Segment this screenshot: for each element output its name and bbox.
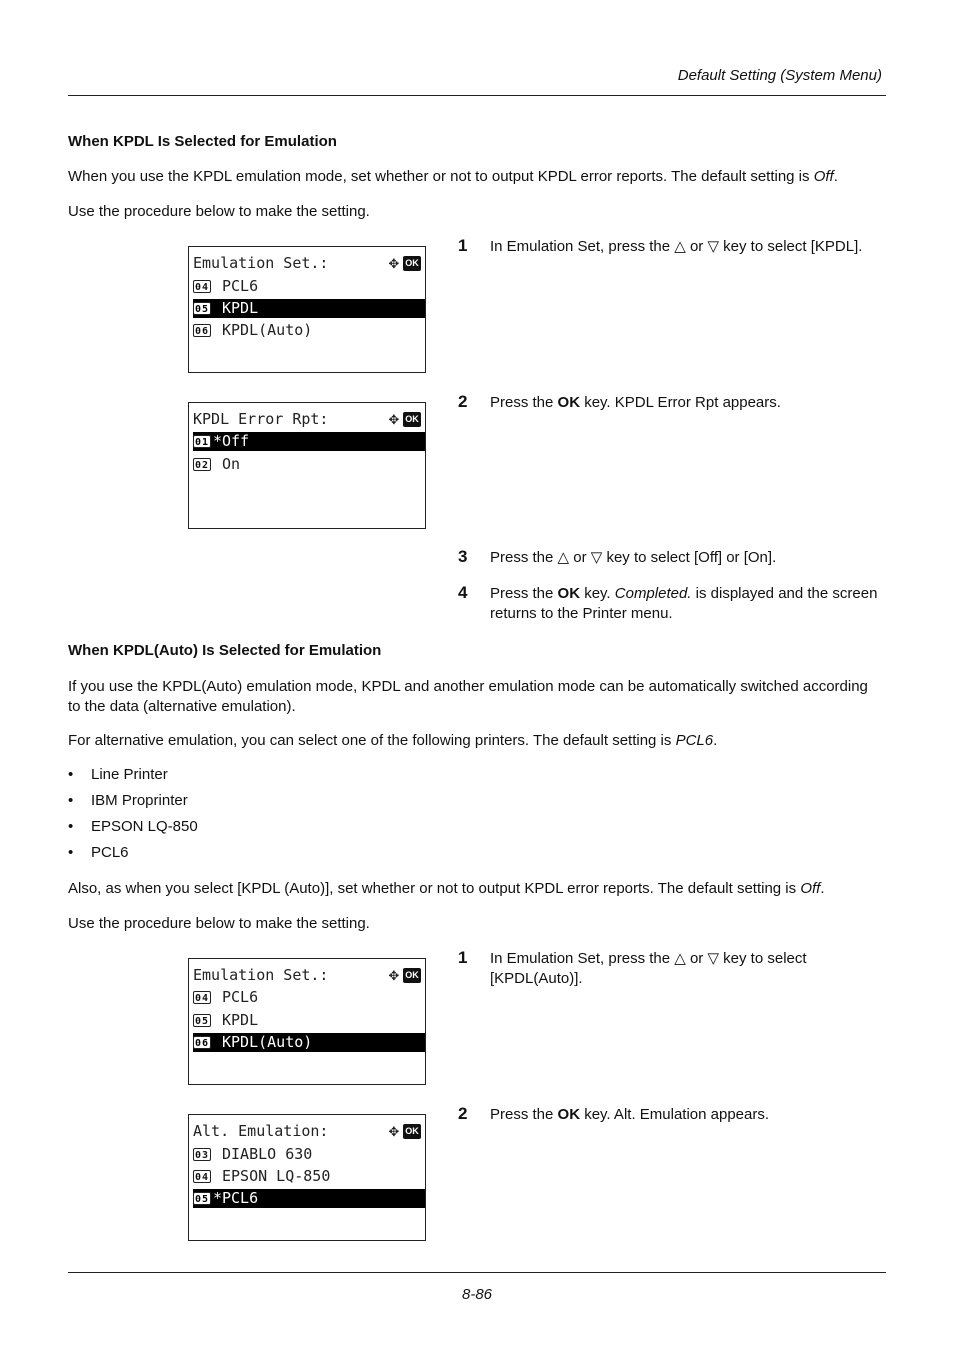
- list-item-text: PCL6: [91, 844, 129, 861]
- lcd-row-selected: [193, 1033, 425, 1052]
- footer-rule: [68, 1272, 886, 1273]
- row-mark: *: [213, 432, 223, 450]
- lcd-icons: [389, 1123, 421, 1140]
- section2-para2-value: PCL6: [675, 732, 714, 749]
- lcd-title: Emulation Set.:: [193, 254, 329, 272]
- list-item-text: IBM Proprinter: [91, 792, 188, 809]
- step-text-pre: Press the: [490, 585, 558, 602]
- row-number: 06: [194, 1038, 210, 1049]
- cross-arrows-icon: ✥: [388, 965, 399, 985]
- row-label: Off: [222, 432, 250, 450]
- row-number: 04: [194, 1172, 210, 1183]
- list-item: • IBM Proprinter: [68, 793, 198, 819]
- lcd-screen-emulation-set: [188, 246, 426, 373]
- list-item-text: Line Printer: [91, 766, 168, 783]
- cross-arrows-icon: ✥: [388, 1121, 399, 1141]
- list-item-text: EPSON LQ-850: [91, 818, 198, 835]
- lcd-screen-kpdl-error-rpt: [188, 402, 426, 529]
- lcd-icons: [389, 967, 421, 984]
- lcd-row-selected: [193, 299, 425, 318]
- row-number: 02: [194, 460, 210, 471]
- lcd-icons: [389, 255, 421, 272]
- lcd-row: [193, 455, 425, 474]
- step-number: 1: [458, 236, 468, 255]
- row-number: 05: [194, 1194, 210, 1205]
- lcd-row-selected: [193, 1189, 425, 1208]
- step-text-pre: Press the: [490, 1106, 558, 1123]
- row-label: On: [222, 455, 241, 473]
- row-number: 05: [194, 1016, 210, 1027]
- step-text-post: is displayed and the screen returns to the Printer menu.: [490, 585, 878, 622]
- step-number: 2: [458, 392, 468, 411]
- ok-key-icon: OK: [403, 1124, 421, 1139]
- lcd-row: [193, 1145, 425, 1164]
- ok-key-icon: OK: [403, 412, 421, 427]
- lcd-row: [193, 988, 425, 1007]
- row-mark: *: [213, 1189, 223, 1207]
- row-number: 04: [194, 993, 210, 1004]
- ok-key-label: OK: [557, 585, 581, 602]
- section2-para3: [68, 879, 898, 899]
- section2-para2-end: .: [713, 732, 718, 749]
- step-text-mid: key.: [580, 585, 615, 602]
- step-text: Press the △ or ▽ key to select [Off] or [On].: [490, 549, 777, 566]
- lcd-title: Alt. Emulation:: [193, 1122, 329, 1140]
- step-number: 1: [458, 948, 468, 967]
- row-label: PCL6: [222, 1189, 259, 1207]
- lcd-row: [193, 277, 425, 296]
- row-number: 03: [194, 1150, 210, 1161]
- section1-para1: [68, 167, 898, 187]
- printer-list: [68, 767, 198, 871]
- lcd-icons: [389, 411, 421, 428]
- row-number: 01: [194, 437, 210, 448]
- row-label: DIABLO 630: [222, 1145, 313, 1163]
- list-item: • EPSON LQ-850: [68, 819, 198, 845]
- ok-key-label: OK: [557, 394, 581, 411]
- step-number: 2: [458, 1104, 468, 1123]
- section2-para3-text: Also, as when you select [KPDL (Auto)], set whether or not to output KPDL error reports. The default setting is: [68, 880, 801, 897]
- row-label: KPDL(Auto): [222, 1033, 313, 1051]
- cross-arrows-icon: ✥: [388, 253, 399, 273]
- lcd-title: Emulation Set.:: [193, 966, 329, 984]
- section2-para3-end: .: [820, 880, 825, 897]
- step-number: 3: [458, 547, 468, 566]
- lcd-row: [193, 321, 425, 340]
- row-number: 04: [194, 282, 210, 293]
- lcd-row: [193, 1011, 425, 1030]
- step-text: [490, 393, 886, 413]
- lcd-screen-emulation-set-auto: [188, 958, 426, 1085]
- list-item: • Line Printer: [68, 767, 198, 793]
- section1-heading: When KPDL Is Selected for Emulation: [68, 133, 337, 150]
- ok-key-icon: OK: [403, 256, 421, 271]
- section1-para1-end: .: [833, 168, 838, 185]
- completed-message: Completed.: [614, 585, 692, 602]
- ok-key-icon: OK: [403, 968, 421, 983]
- page-number: 8-86: [461, 1286, 493, 1303]
- step-number: 4: [458, 583, 468, 602]
- step-text-pre: Press the: [490, 394, 558, 411]
- cross-arrows-icon: ✥: [388, 409, 399, 429]
- step-text: In Emulation Set, press the △ or ▽ key to select [KPDL].: [490, 238, 863, 255]
- lcd-row-selected: [193, 432, 425, 451]
- section2-heading: When KPDL(Auto) Is Selected for Emulation: [68, 642, 382, 659]
- section1-para1-text: When you use the KPDL emulation mode, set whether or not to output KPDL error reports. The default setting is: [68, 168, 814, 185]
- row-label: EPSON LQ-850: [222, 1167, 331, 1185]
- lcd-screen-alt-emulation: [188, 1114, 426, 1241]
- step-text: [490, 584, 886, 624]
- list-item: • PCL6: [68, 845, 198, 871]
- header-rule: [68, 95, 886, 96]
- section1-para2: Use the procedure below to make the setting.: [68, 203, 370, 220]
- row-label: PCL6: [222, 988, 259, 1006]
- section2-para2: [68, 731, 898, 751]
- ok-key-label: OK: [557, 1106, 581, 1123]
- step-text-post: key. Alt. Emulation appears.: [580, 1106, 770, 1123]
- section1-para1-value: Off: [813, 168, 834, 185]
- section2-para3-value: Off: [800, 880, 821, 897]
- step-text: In Emulation Set, press the △ or ▽ key to select [KPDL(Auto)].: [490, 950, 807, 987]
- row-label: KPDL: [222, 1011, 259, 1029]
- lcd-row: [193, 1167, 425, 1186]
- header-title: Default Setting (System Menu): [677, 67, 882, 84]
- row-label: PCL6: [222, 277, 259, 295]
- lcd-title: KPDL Error Rpt:: [193, 410, 329, 428]
- step-text: [490, 1105, 886, 1125]
- row-label: KPDL(Auto): [222, 321, 313, 339]
- row-label: KPDL: [222, 299, 259, 317]
- row-number: 06: [194, 326, 210, 337]
- section2-para1: If you use the KPDL(Auto) emulation mode, KPDL and another emulation mode can be automatically switched according to the data (alternative emulation).: [68, 678, 868, 715]
- step-text-post: key. KPDL Error Rpt appears.: [580, 394, 781, 411]
- row-number: 05: [194, 304, 210, 315]
- section2-para4: Use the procedure below to make the setting.: [68, 915, 370, 932]
- section2-para2-text: For alternative emulation, you can select one of the following printers. The default setting is: [68, 732, 676, 749]
